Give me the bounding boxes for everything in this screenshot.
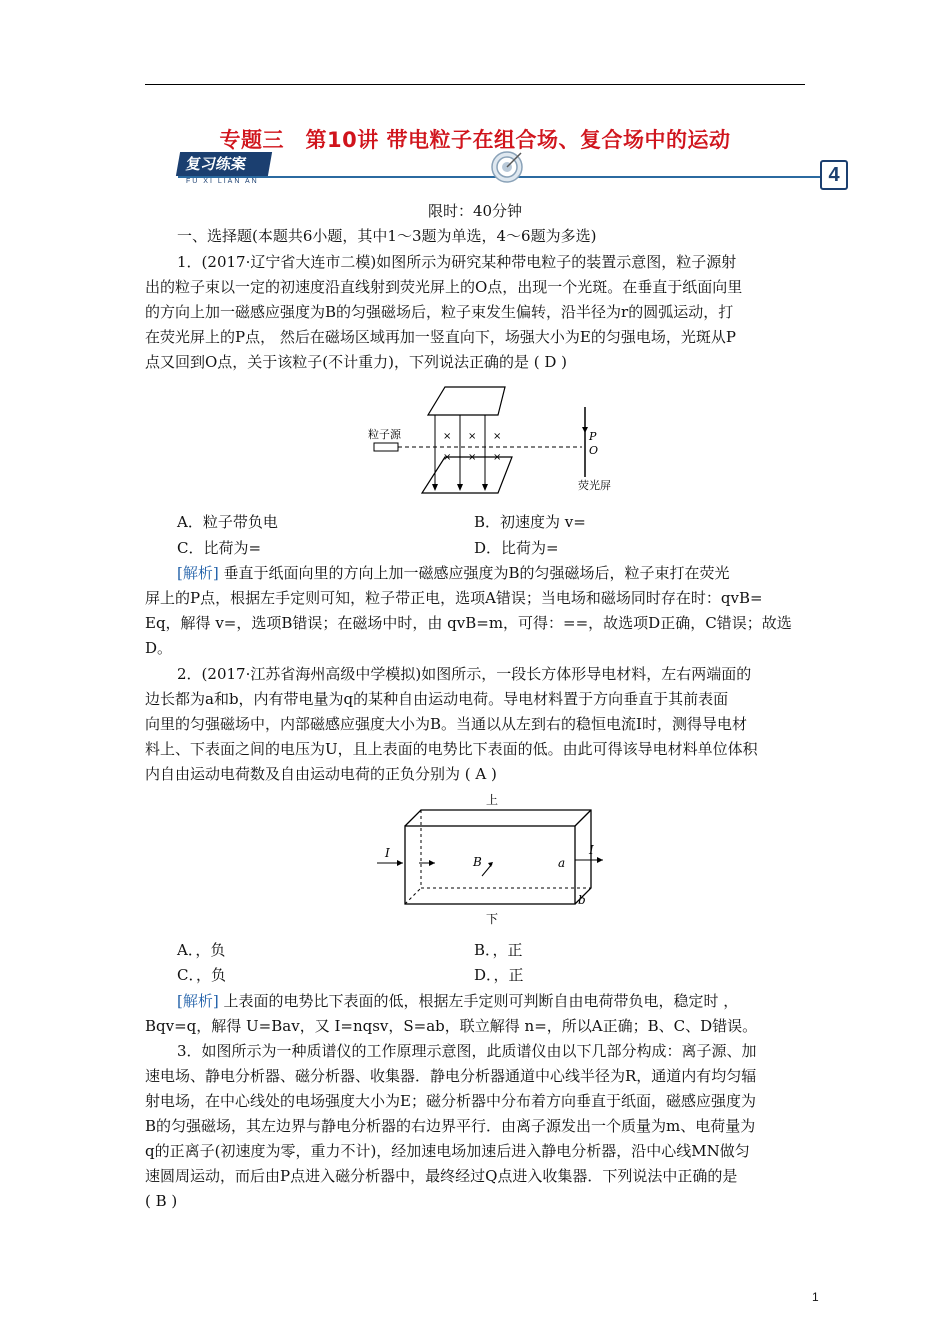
section-heading: 一、选择题(本题共6小题，其中1～3题为单选，4～6题为多选) <box>177 227 597 245</box>
q2-line: 2．(2017·江苏省海州高级中学模拟)如图所示，一段长方体形导电材料，左右两端面的 <box>177 665 752 683</box>
q1-option-a: A．粒子带负电 <box>177 513 278 531</box>
svg-text:×: × <box>443 431 452 442</box>
lesson-number-badge: 4 <box>820 160 848 190</box>
q2-line: 内自由运动电荷数及自由运动电荷的正负分别为 ( A ) <box>145 765 497 783</box>
q2-label-bottom: 下 <box>486 912 499 926</box>
q3-line: 速电场、静电分析器、磁分析器、收集器．静电分析器通道中心线半径为R，通道内有均匀辐 <box>145 1067 757 1085</box>
q2-option-a: A．，负 <box>177 941 226 959</box>
q2-figure <box>375 790 615 930</box>
q2-analysis-text: 上表面的电势比下表面的低，根据左手定则可判断自由电荷带负电，稳定时 ， <box>218 992 739 1010</box>
q1-line: 点又回到O点，关于该粒子(不计重力)，下列说法正确的是 ( D ) <box>145 353 568 371</box>
q2-label-a: a <box>558 856 566 870</box>
q1-label-p: P <box>589 430 597 443</box>
section-banner <box>178 148 848 190</box>
q2-line: 边长都为a和b，内有带电量为q的某种自由运动电荷。导电材料置于方向垂直于其前表面 <box>145 690 729 708</box>
svg-text:×: × <box>443 452 452 463</box>
banner-label: 复习练案 <box>176 152 272 176</box>
q1-analysis-line: D。 <box>145 639 173 657</box>
page-title: 专题三 第10讲 带电粒子在组合场、复合场中的运动 <box>219 128 731 152</box>
q2-label-b: B <box>473 855 482 869</box>
banner-pinyin: FU XI LIAN AN <box>186 178 259 185</box>
q1-line: 1．(2017·辽宁省大连市二模)如图所示为研究某种带电粒子的装置示意图，粒子源射 <box>177 253 737 271</box>
q2-option-b: B．，正 <box>474 941 523 959</box>
q3-line: q的正离子(初速度为零，重力不计)，经加速电场加速后进入静电分析器，沿中心线MN做匀 <box>145 1142 750 1160</box>
q1-line: 在荧光屏上的P点， 然后在磁场区域再加一竖直向下，场强大小为E的匀强电场，光斑从P <box>145 328 736 346</box>
q2-label-i-left: I <box>385 846 390 860</box>
svg-text:×: × <box>493 431 502 442</box>
q1-analysis-line: 屏上的P点，根据左手定则可知，粒子带正电，选项A错误；当电场和磁场同时存在时：qvB= <box>145 589 763 607</box>
q1-figure <box>360 385 630 497</box>
q3-line: 射电场，在中心线处的电场强度大小为E；磁分析器中分布着方向垂直于纸面，磁感应强度为 <box>145 1092 756 1110</box>
q2-line: 料上、下表面之间的电压为U，且上表面的电势比下表面的低。由此可得该导电材料单位体积 <box>145 740 758 758</box>
q2-option-c: C．，负 <box>177 966 226 984</box>
q1-analysis-text: 垂直于纸面向里的方向上加一磁感应强度为B的匀强磁场后，粒子束打在荧光 <box>218 564 730 582</box>
q1-line: 的方向上加一磁感应强度为B的匀强磁场后，粒子束发生偏转，沿半径为r的圆弧运动，打 <box>145 303 734 321</box>
target-icon <box>490 150 524 184</box>
q1-option-b: B．初速度为 v= <box>474 513 586 531</box>
page-number: 1 <box>812 1290 819 1304</box>
q2-line: 向里的匀强磁场中，内部磁感应强度大小为B。当通以从左到右的稳恒电流I时，测得导电材 <box>145 715 747 733</box>
q1-analysis-line: Eq，解得 v=，选项B错误；在磁场中时，由 qvB=m，可得：==，故选项D正确，C错误；故选 <box>145 614 792 632</box>
q3-line: 速圆周运动，而后由P点进入磁分析器中，最终经过Q点进入收集器．下列说法中正确的是 <box>145 1167 738 1185</box>
q1-analysis-line <box>177 560 730 586</box>
q1-option-c: C．比荷为= <box>177 539 262 557</box>
q1-line: 出的粒子束以一定的初速度沿直线射到荧光屏上的O点，出现一个光斑。在垂直于纸面向里 <box>145 278 743 296</box>
svg-text:×: × <box>468 431 477 442</box>
q2-label-top: 上 <box>486 793 499 807</box>
q2-analysis-tag: [解析] <box>177 992 219 1010</box>
q1-analysis-tag: [解析] <box>177 564 219 582</box>
q2-analysis-line: Bqv=q，解得 U=Bav，又 I=nqsv，S=ab，联立解得 n=，所以A正确；B、C、D错误。 <box>145 1017 758 1035</box>
svg-text:×: × <box>493 452 502 463</box>
q2-analysis-line <box>177 988 738 1014</box>
header-rule <box>145 84 805 85</box>
svg-text:×: × <box>468 452 477 463</box>
q1-label-source: 粒子源 <box>368 428 401 441</box>
q3-line: ( B ) <box>145 1192 178 1210</box>
q1-label-screen: 荧光屏 <box>578 479 611 492</box>
q1-option-d: D．比荷为= <box>474 539 559 557</box>
q3-line: B的匀强磁场，其左边界与静电分析器的右边界平行．由离子源发出一个质量为m、电荷量为 <box>145 1117 756 1135</box>
time-limit: 限时：40分钟 <box>427 202 523 220</box>
q2-option-d: D．，正 <box>474 966 524 984</box>
q2-label-i-right: I <box>589 843 594 857</box>
q2-label-b-edge: b <box>578 893 586 907</box>
q1-label-o: O <box>589 444 599 457</box>
q3-line: 3．如图所示为一种质谱仪的工作原理示意图，此质谱仪由以下几部分构成：离子源、加 <box>177 1042 757 1060</box>
